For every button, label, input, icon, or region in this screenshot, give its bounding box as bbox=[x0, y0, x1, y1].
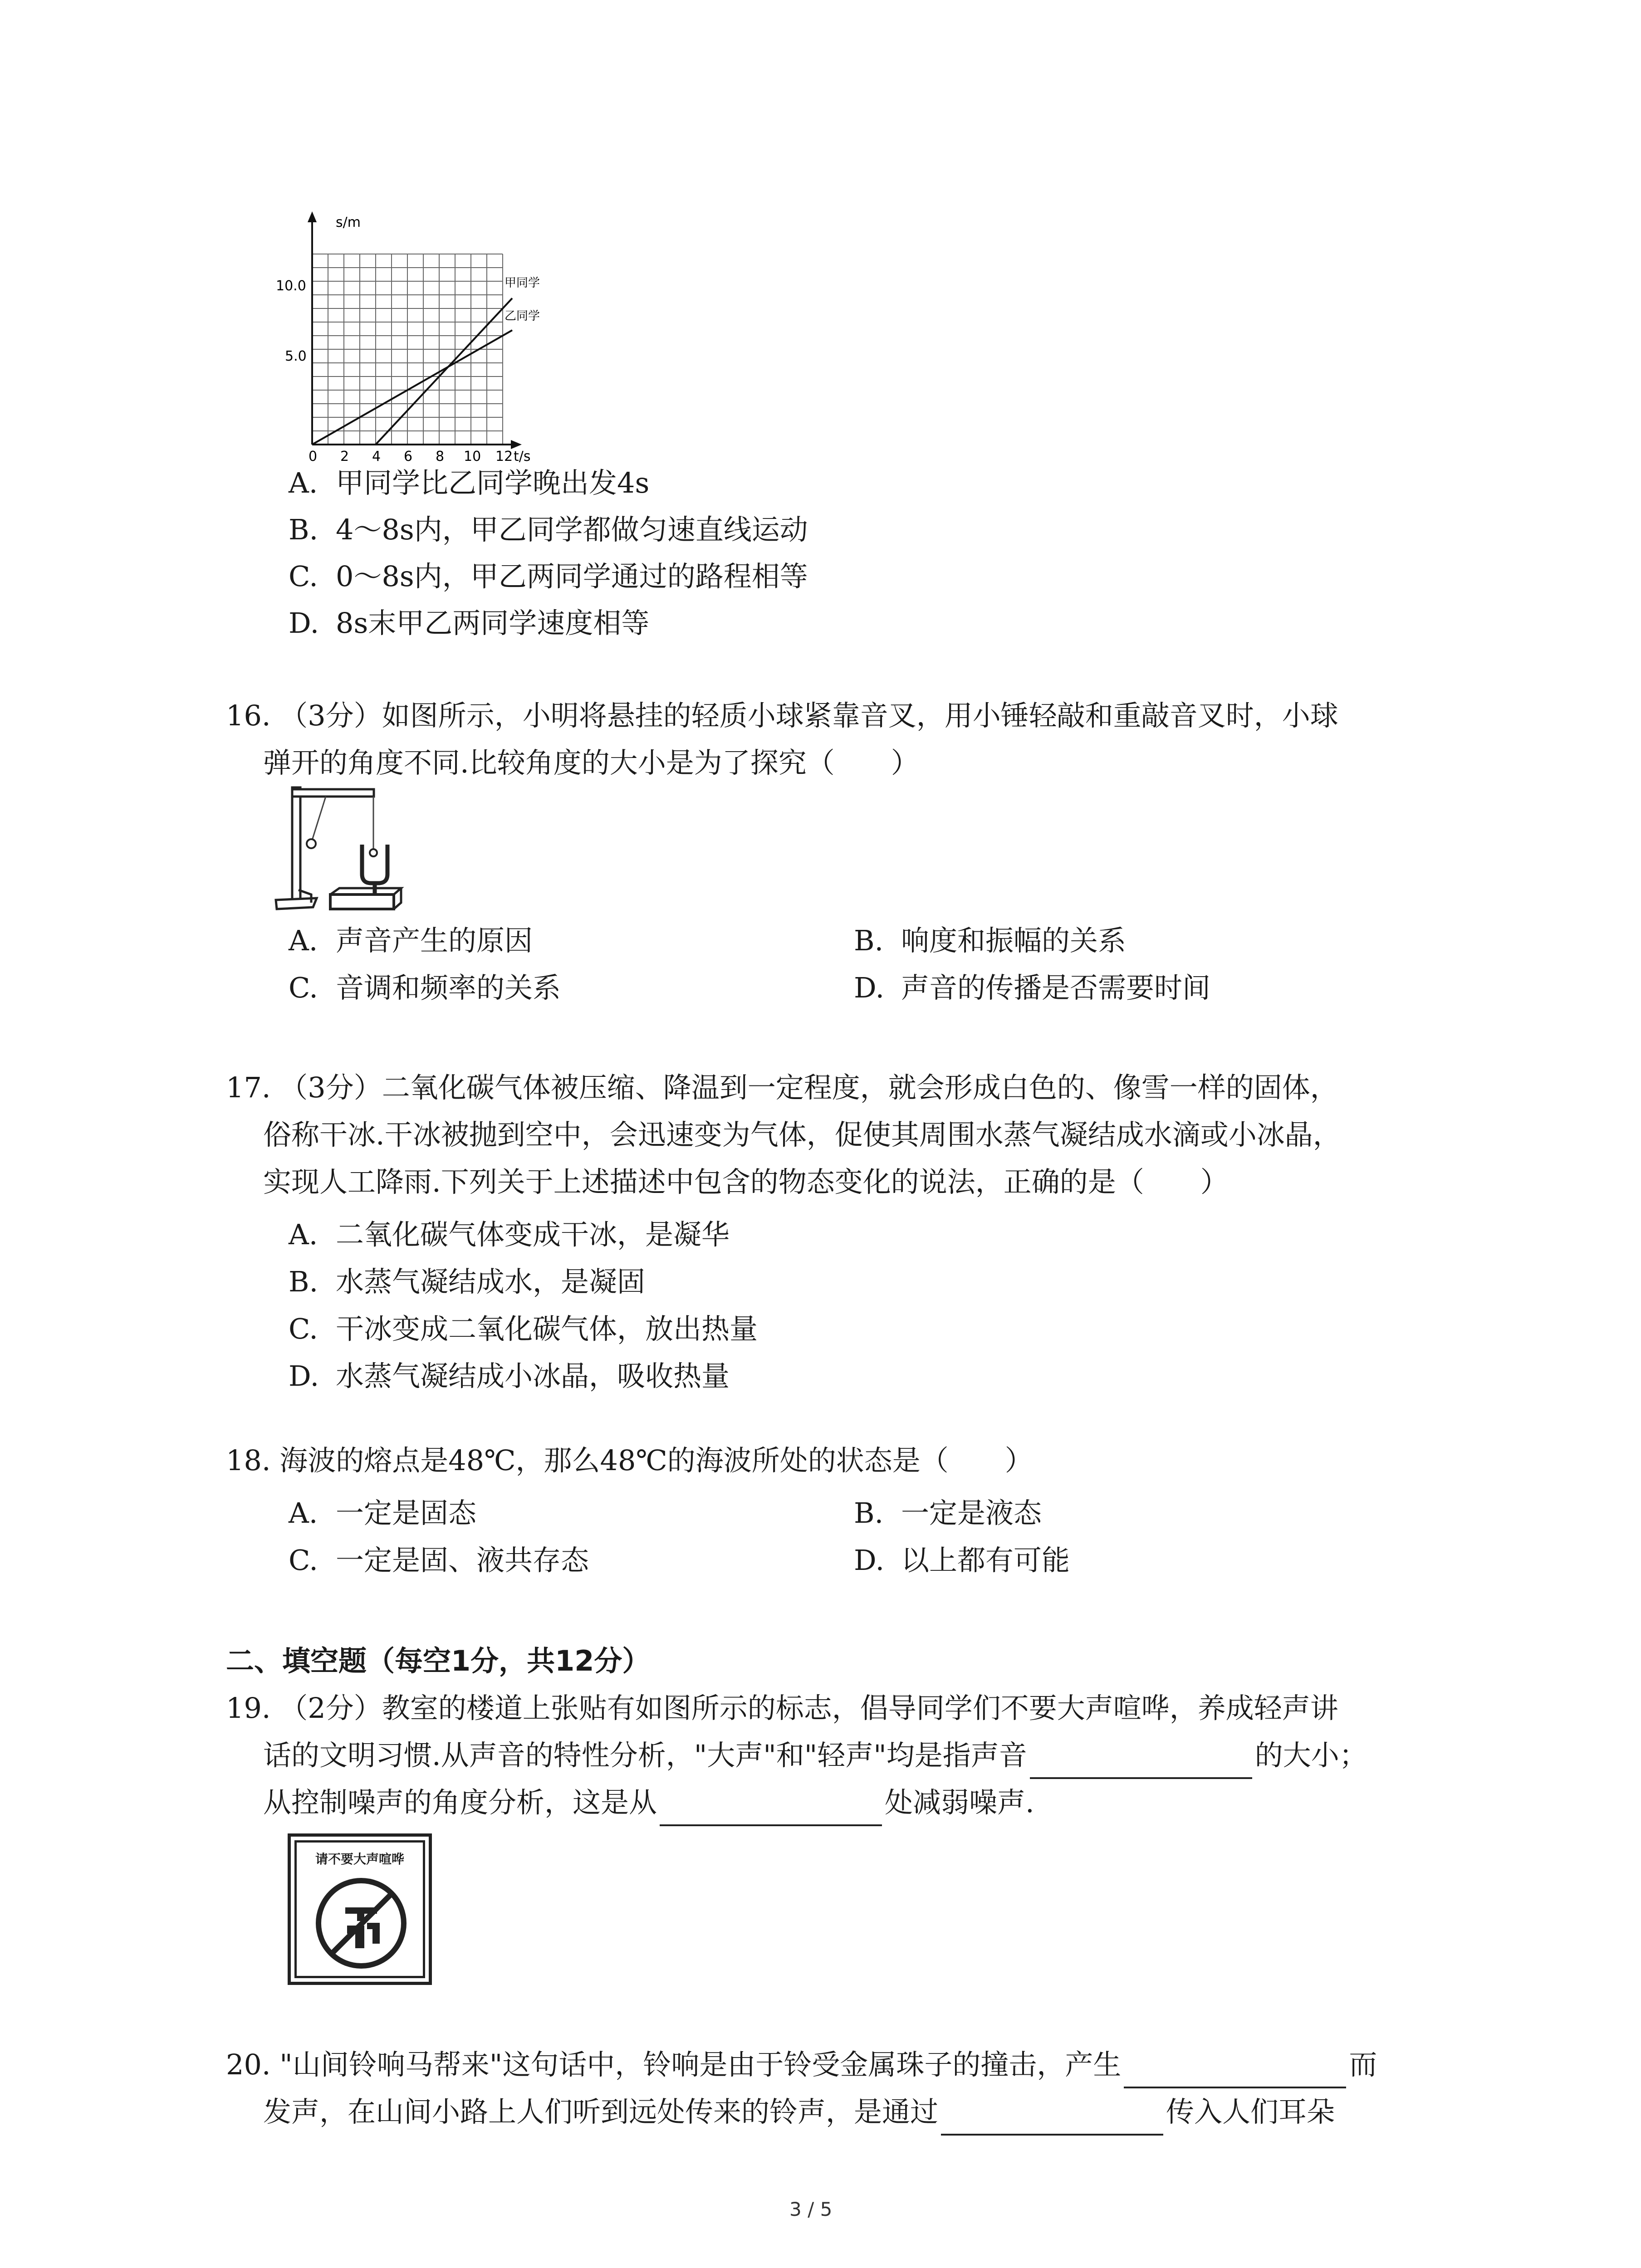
sign-text: 请不要大声喧哗 bbox=[315, 1852, 404, 1867]
option-text: 水蒸气凝结成水，是凝固 bbox=[336, 1265, 646, 1298]
q16-stem-line2: 弹开的角度不同.比较角度的大小是为了探究（ ） bbox=[263, 746, 919, 779]
option-label: C. bbox=[289, 560, 318, 593]
q19-text-2a: 话的文明习惯.从声音的特性分析，"大声"和"轻声"均是指声音 bbox=[263, 1739, 1027, 1772]
q20-stem-line1 bbox=[226, 2041, 1377, 2088]
graph-grid bbox=[312, 254, 503, 445]
option-label: A. bbox=[289, 924, 318, 957]
option-text: 干冰变成二氧化碳气体，放出热量 bbox=[336, 1312, 758, 1345]
x-axis-arrow bbox=[511, 440, 522, 449]
option-label: D. bbox=[854, 1544, 885, 1577]
option-text: 以上都有可能 bbox=[901, 1544, 1070, 1577]
page-number: 3 / 5 bbox=[789, 2198, 833, 2220]
option-text: 一定是固态 bbox=[336, 1496, 477, 1530]
q20-text-2a: 发声，在山间小路上人们听到远处传来的铃声，是通过 bbox=[263, 2095, 939, 2128]
q16-option-a[interactable] bbox=[289, 918, 533, 958]
q20-blank-2[interactable] bbox=[941, 2107, 1163, 2136]
option-label: B. bbox=[289, 1265, 318, 1298]
q15-option-a[interactable] bbox=[289, 460, 649, 501]
option-label: B. bbox=[854, 924, 884, 957]
option-label: A. bbox=[289, 466, 318, 499]
option-text: 一定是液态 bbox=[901, 1496, 1042, 1530]
q18-option-d[interactable] bbox=[854, 1538, 1070, 1578]
q16-option-b[interactable] bbox=[854, 918, 1126, 958]
option-label: D. bbox=[289, 1359, 319, 1393]
q19-blank-2[interactable] bbox=[660, 1797, 882, 1826]
y-axis-arrow bbox=[308, 211, 317, 222]
option-text: 甲同学比乙同学晚出发4s bbox=[336, 466, 650, 499]
option-text: 声音的传播是否需要时间 bbox=[901, 971, 1211, 1004]
q15-option-c[interactable] bbox=[289, 554, 808, 594]
q15-option-b[interactable] bbox=[289, 507, 808, 547]
q19-text-3a: 从控制噪声的角度分析，这是从 bbox=[263, 1786, 657, 1819]
series-label-jia: 甲同学 bbox=[505, 276, 540, 290]
q16-stem-line1: 16. （3分）如图所示，小明将悬挂的轻质小球紧靠音叉，用小锤轻敲和重敲音叉时，小球 bbox=[226, 699, 1338, 732]
quiet-sign-figure bbox=[288, 1833, 432, 1985]
q20-text-2b: 传入人们耳朵 bbox=[1166, 2095, 1335, 2128]
q16-option-d[interactable] bbox=[854, 965, 1210, 1006]
q17-stem-line3: 实现人工降雨.下列关于上述描述中包含的物态变化的说法，正确的是（ ） bbox=[263, 1165, 1229, 1198]
option-label: D. bbox=[854, 971, 885, 1004]
q17-option-c[interactable] bbox=[289, 1306, 758, 1347]
option-label: D. bbox=[289, 606, 319, 640]
graph-lines bbox=[312, 298, 512, 445]
q19-text-2b: 的大小； bbox=[1254, 1739, 1367, 1772]
y-tick-5: 5.0 bbox=[285, 348, 307, 364]
q18-option-a[interactable] bbox=[289, 1491, 476, 1531]
q19-blank-1[interactable] bbox=[1030, 1750, 1252, 1779]
x-axis-label: t/s bbox=[514, 449, 531, 463]
option-text: 响度和振幅的关系 bbox=[901, 924, 1127, 957]
option-label: A. bbox=[289, 1218, 318, 1251]
option-text: 二氧化碳气体变成干冰，是凝华 bbox=[336, 1218, 730, 1251]
option-text: 0～8s内，甲乙两同学通过的路程相等 bbox=[336, 560, 808, 593]
q17-stem-line2: 俗称干冰.干冰被抛到空中，会迅速变为气体，促使其周围水蒸气凝结成水滴或小冰晶， bbox=[263, 1118, 1341, 1151]
option-label: B. bbox=[854, 1496, 884, 1530]
x-tick-label: 8 bbox=[436, 449, 445, 463]
x-tick-label: 10 bbox=[464, 449, 481, 463]
x-tick-label: 12 bbox=[495, 449, 513, 463]
y-axis-label: s/m bbox=[336, 215, 361, 230]
option-label: C. bbox=[289, 1544, 318, 1577]
x-tick-label: 4 bbox=[372, 449, 381, 463]
q20-blank-1[interactable] bbox=[1124, 2059, 1346, 2088]
option-text: 一定是固、液共存态 bbox=[336, 1544, 589, 1577]
option-text: 4～8s内，甲乙同学都做匀速直线运动 bbox=[336, 513, 808, 546]
q18-option-b[interactable] bbox=[854, 1491, 1042, 1531]
x-tick-label: 2 bbox=[340, 449, 349, 463]
no-shouting-icon bbox=[314, 1876, 409, 1971]
option-text: 音调和频率的关系 bbox=[336, 971, 561, 1004]
q16-option-c[interactable] bbox=[289, 965, 561, 1006]
tuning-fork-figure bbox=[271, 781, 407, 913]
q20-text-1a: 20. "山间铃响马帮来"这句话中，铃响是由于铃受金属珠子的撞击，产生 bbox=[226, 2048, 1122, 2081]
q17-stem-line1: 17. （3分）二氧化碳气体被压缩、降温到一定程度，就会形成白色的、像雪一样的固体， bbox=[226, 1071, 1338, 1104]
graph-svg bbox=[254, 209, 599, 463]
q18-stem-line1: 18. 海波的熔点是48℃，那么48℃的海波所处的状态是（ ） bbox=[226, 1444, 1033, 1477]
q20-stem-line2 bbox=[263, 2088, 1335, 2136]
option-label: B. bbox=[289, 513, 318, 546]
q20-text-1b: 而 bbox=[1349, 2048, 1377, 2081]
x-tick-label: 6 bbox=[404, 449, 413, 463]
graph-axes bbox=[308, 211, 522, 449]
x-tick-label: 0 bbox=[309, 449, 318, 463]
q19-stem-line2 bbox=[263, 1732, 1367, 1779]
q17-option-b[interactable] bbox=[289, 1259, 645, 1300]
q18-option-c[interactable] bbox=[289, 1538, 589, 1578]
q17-option-d[interactable] bbox=[289, 1354, 730, 1394]
distance-time-graph bbox=[254, 209, 599, 463]
series-label-yi: 乙同学 bbox=[505, 309, 540, 323]
q19-text-3b: 处减弱噪声. bbox=[885, 1786, 1034, 1819]
series-line-yi bbox=[312, 330, 512, 445]
q19-stem-line1: 19. （2分）教室的楼道上张贴有如图所示的标志，倡导同学们不要大声喧哗，养成轻声讲 bbox=[226, 1691, 1338, 1725]
y-tick-10: 10.0 bbox=[276, 278, 306, 294]
option-text: 水蒸气凝结成小冰晶，吸收热量 bbox=[336, 1359, 730, 1393]
q17-option-a[interactable] bbox=[289, 1212, 730, 1252]
option-text: 8s末甲乙两同学速度相等 bbox=[336, 606, 650, 640]
q15-option-d[interactable] bbox=[289, 601, 649, 641]
q19-stem-line3 bbox=[263, 1779, 1034, 1826]
option-text: 声音产生的原因 bbox=[336, 924, 533, 957]
option-label: A. bbox=[289, 1496, 318, 1530]
section-title-fill-in: 二、填空题（每空1分，共12分） bbox=[226, 1644, 651, 1677]
option-label: C. bbox=[289, 971, 318, 1004]
option-label: C. bbox=[289, 1312, 318, 1345]
series-line-jia bbox=[376, 298, 512, 445]
